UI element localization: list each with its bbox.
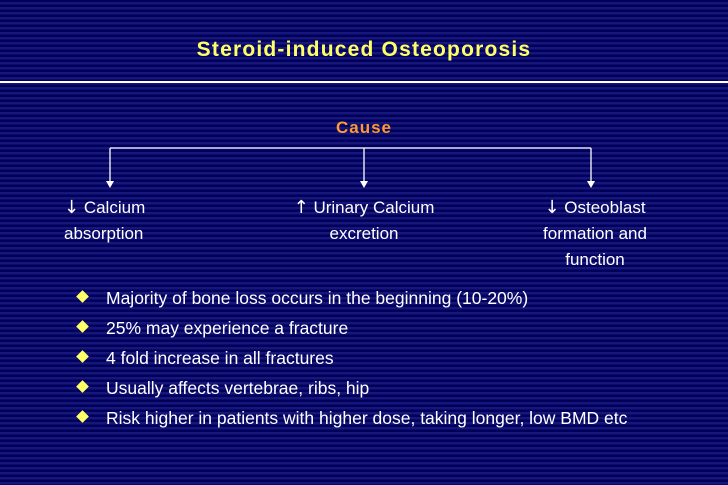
up-arrow-icon: ↑ <box>293 197 309 218</box>
down-arrow-icon: ↓ <box>64 197 80 218</box>
diamond-bullet-icon <box>76 350 89 363</box>
cause-label: Cause <box>335 118 393 137</box>
bullet-text: Usually affects vertebrae, ribs, hip <box>106 378 370 398</box>
bullet-text: Risk higher in patients with higher dose, taking longer, low BMD etc <box>106 408 628 428</box>
node-label: Osteoblast formation and function <box>543 198 647 269</box>
bullet-item <box>76 316 696 341</box>
cause-node-calcium-absorption <box>64 195 214 247</box>
node-label: Urinary Calcium excretion <box>313 198 435 243</box>
bullet-list <box>76 286 696 436</box>
bullet-item <box>76 406 666 431</box>
diamond-bullet-icon <box>76 410 89 423</box>
bullet-item <box>76 286 696 311</box>
arrowhead-right-icon <box>587 181 595 188</box>
node-label: Calcium absorption <box>64 198 146 243</box>
slide-title: Steroid-induced Osteoporosis <box>196 38 532 61</box>
cause-node-urinary-calcium <box>264 195 464 247</box>
diamond-bullet-icon <box>76 320 89 333</box>
diamond-bullet-icon <box>76 380 89 393</box>
bullet-text: 4 fold increase in all fractures <box>106 348 334 368</box>
diamond-bullet-icon <box>76 290 89 303</box>
arrowhead-left-icon <box>106 181 114 188</box>
bullet-item <box>76 376 696 401</box>
cause-node-osteoblast <box>520 195 670 273</box>
tree-connector <box>0 0 728 200</box>
bullet-text: 25% may experience a fracture <box>106 318 349 338</box>
bullet-text: Majority of bone loss occurs in the beginning (10-20%) <box>106 288 529 308</box>
down-arrow-icon: ↓ <box>544 197 560 218</box>
arrowhead-center-icon <box>360 181 368 188</box>
bullet-item <box>76 346 696 371</box>
